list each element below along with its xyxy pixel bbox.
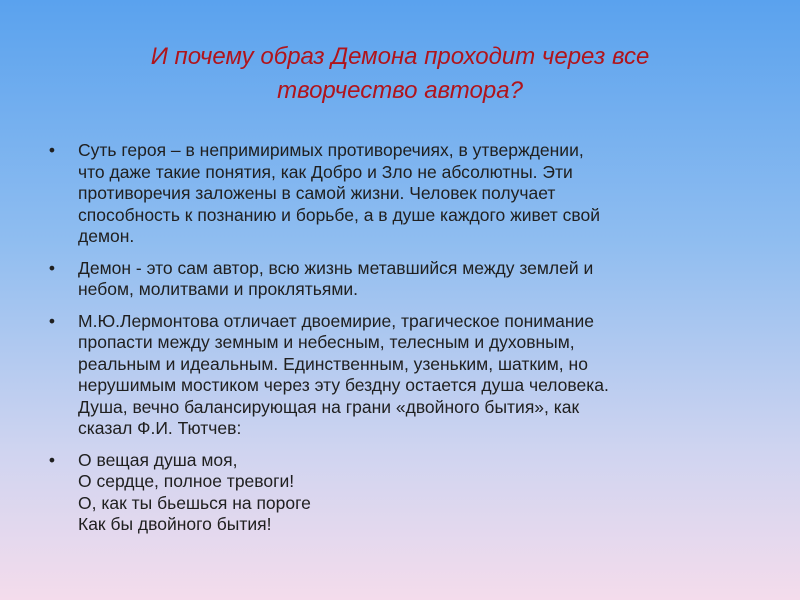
bullet-2-line-2: небом, молитвами и проклятьями. — [78, 279, 358, 299]
bullet-1-line-3: противоречия заложены в самой жизни. Человек получает — [78, 183, 556, 203]
bullet-dot-icon: • — [48, 140, 56, 160]
bullet-3-line-1: М.Ю.Лермонтова отличает двоемирие, трагическое понимание — [78, 310, 595, 331]
bullet-3-line-6: сказал Ф.И. Тютчев: — [78, 418, 242, 438]
poem-line-4: Как бы двойного бытия! — [78, 514, 272, 534]
bullet-2-line-1: Демон - это сам автор, всю жизнь метавшийся между землей и — [78, 257, 594, 278]
bullet-item-2 — [42, 258, 762, 301]
bullet-list — [42, 140, 762, 546]
poem-line-3: О, как ты бьешься на пороге — [78, 492, 311, 513]
bullet-1-line-4: способность к познанию и борьбе, а в душе каждого живет свой — [78, 204, 601, 225]
bullet-dot-icon: • — [48, 310, 56, 331]
bullet-3-line-5: Душа, вечно балансирующая на грани «двойного бытия», как — [78, 396, 580, 417]
bullet-1-line-1: Суть героя – в непримиримых противоречиях, в утверждении, — [78, 140, 584, 160]
bullet-item-3 — [42, 311, 762, 440]
bullet-dot-icon: • — [48, 257, 56, 278]
bullet-item-4 — [42, 450, 762, 536]
bullet-3-line-2: пропасти между земным и небесным, телесным и духовным, — [78, 332, 575, 352]
slide-title-line-2: творчество автора? — [277, 77, 523, 104]
slide-title — [60, 40, 740, 108]
bullet-1-line-2: что даже такие понятия, как Добро и Зло не абсолютны. Эти — [78, 161, 573, 182]
poem-line-2: О сердце, полное тревоги! — [78, 471, 295, 491]
bullet-3-line-4: нерушимым мостиком через эту бездну остается душа человека. — [78, 375, 609, 395]
slide-title-line-1: И почему образ Демона проходит через все — [150, 43, 650, 70]
bullet-3-line-3: реальным и идеальным. Единственным, узеньким, шатким, но — [78, 353, 588, 374]
bullet-dot-icon: • — [48, 449, 56, 470]
poem-line-1: О вещая душа моя, — [78, 449, 238, 470]
bullet-item-1 — [42, 140, 762, 248]
bullet-1-line-5: демон. — [78, 226, 135, 246]
